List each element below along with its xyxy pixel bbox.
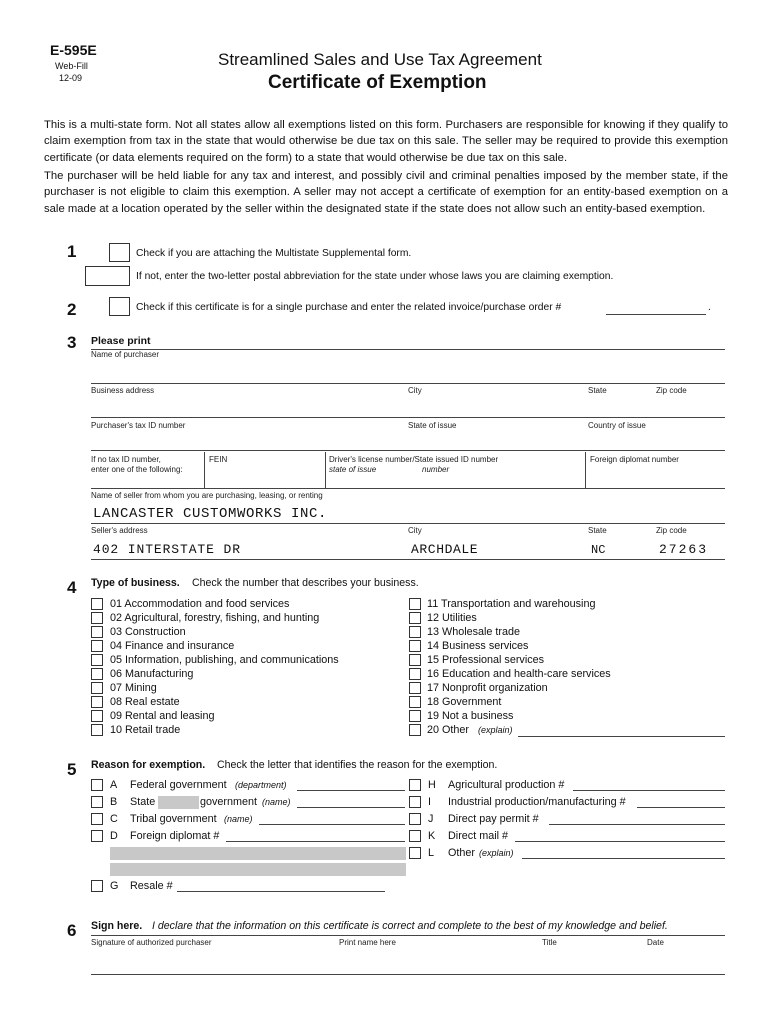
reason-f-redaction <box>110 863 406 876</box>
business-type-option: 05 Information, publishing, and communications <box>110 654 339 666</box>
business-type-option: 18 Government <box>427 696 502 708</box>
reason-c-checkbox[interactable] <box>91 813 103 825</box>
form-id: E-595E <box>50 42 97 58</box>
federal-department-field[interactable] <box>297 790 405 791</box>
print-name-label: Print name here <box>339 938 396 947</box>
reason-a-checkbox[interactable] <box>91 779 103 791</box>
other-explain-note: (explain) <box>478 725 513 735</box>
business-type-checkbox[interactable] <box>409 724 421 736</box>
reason-b-label-pre: State <box>130 796 156 808</box>
business-type-option: 07 Mining <box>110 682 157 694</box>
dl-number-label: number <box>422 465 450 474</box>
reason-g-letter: G <box>110 880 119 892</box>
section-3-top-rule <box>91 349 725 350</box>
fein-label: FEIN <box>209 455 228 464</box>
business-type-checkbox[interactable] <box>409 640 421 652</box>
state-government-name-field[interactable] <box>297 807 405 808</box>
reason-d-letter: D <box>110 830 118 842</box>
reason-c-note: (name) <box>224 814 253 824</box>
business-type-checkbox[interactable] <box>91 654 103 666</box>
business-type-checkbox[interactable] <box>409 682 421 694</box>
form-title: Streamlined Sales and Use Tax Agreement <box>218 50 542 69</box>
business-type-checkbox[interactable] <box>409 654 421 666</box>
tax-id-label: Purchaser's tax ID number <box>91 421 186 430</box>
tax-id-country-label: Country of issue <box>588 421 646 430</box>
business-type-instruction: Check the number that describes your business. <box>192 577 419 589</box>
dl-state-of-issue-label: state of issue <box>329 465 377 474</box>
section-6-number: 6 <box>67 921 77 940</box>
seller-zip-value[interactable]: 27263 <box>659 542 709 557</box>
reason-i-letter: I <box>428 796 431 808</box>
other-business-field[interactable] <box>518 736 725 737</box>
industrial-production-field[interactable] <box>637 807 725 808</box>
seller-name-rule <box>91 523 725 524</box>
business-type-option: 09 Rental and leasing <box>110 710 215 722</box>
business-type-option: 10 Retail trade <box>110 724 181 736</box>
business-type-heading: Type of business. <box>91 577 180 589</box>
business-type-option: 02 Agricultural, forestry, fishing, and hunting <box>110 612 320 624</box>
single-purchase-checkbox[interactable] <box>109 297 130 316</box>
state-abbreviation-field[interactable] <box>85 266 130 286</box>
drivers-license-label: Driver's license number/State issued ID number <box>329 455 499 464</box>
business-type-option: 03 Construction <box>110 626 186 638</box>
no-tax-id-line-2: enter one of the following: <box>91 465 183 474</box>
foreign-divider <box>585 452 586 489</box>
no-tax-id-line-1: If no tax ID number, <box>91 455 161 464</box>
reason-b-note: (name) <box>262 797 291 807</box>
reason-instruction: Check the letter that identifies the reason for the exemption. <box>217 759 498 771</box>
resale-number-field[interactable] <box>177 891 385 892</box>
business-zip-label: Zip code <box>656 386 687 395</box>
business-type-option: 12 Utilities <box>427 612 477 624</box>
purchaser-name-label: Name of purchaser <box>91 350 160 359</box>
please-print-heading: Please print <box>91 335 151 347</box>
reason-l-label: Other <box>448 847 476 859</box>
sign-here-heading: Sign here. <box>91 920 143 932</box>
business-type-option: 19 Not a business <box>427 710 514 722</box>
reason-b-checkbox[interactable] <box>91 796 103 808</box>
business-type-option: 20 Other <box>427 724 470 736</box>
signature-label: Signature of authorized purchaser <box>91 938 212 947</box>
reason-a-letter: A <box>110 779 118 791</box>
signature-field[interactable] <box>91 974 725 975</box>
reason-i-label: Industrial production/manufacturing # <box>448 796 626 808</box>
section-2-number: 2 <box>67 300 77 319</box>
invoice-end-mark: . <box>708 302 711 313</box>
signature-top-rule <box>91 935 725 936</box>
intro-paragraph-2: The purchaser will be held liable for any tax and interest, and possibly civil and criminal penalties imposed by the member state, if the purchaser is not eligible to claim this exemption. A seller may not accept a certificate of exemption for an entity-based exemption on a sale made at a location operated by the seller within the designated state if the state does not allow such an entity-based exemption. <box>44 170 728 215</box>
reason-l-note: (explain) <box>479 848 514 858</box>
direct-mail-field[interactable] <box>515 841 725 842</box>
other-reason-field[interactable] <box>522 858 725 859</box>
section-5-number: 5 <box>67 760 77 779</box>
reason-j-label: Direct pay permit # <box>448 813 539 825</box>
business-address-label: Business address <box>91 386 155 395</box>
reason-b-letter: B <box>110 796 118 808</box>
business-type-checkbox[interactable] <box>91 612 103 624</box>
seller-name-label: Name of seller from whom you are purchasing, leasing, or renting <box>91 491 323 500</box>
business-type-checkbox[interactable] <box>91 724 103 736</box>
foreign-diplomat-field[interactable] <box>226 841 405 842</box>
reason-a-note: (department) <box>235 780 287 790</box>
alt-id-field[interactable] <box>91 488 725 489</box>
reason-d-label: Foreign diplomat # <box>130 830 220 842</box>
business-type-checkbox[interactable] <box>91 626 103 638</box>
reason-e-redaction <box>110 847 406 860</box>
reason-c-label: Tribal government <box>130 813 217 825</box>
reason-j-checkbox[interactable] <box>409 813 421 825</box>
business-type-checkbox[interactable] <box>91 668 103 680</box>
reason-l-checkbox[interactable] <box>409 847 421 859</box>
dl-divider <box>325 452 326 489</box>
multistate-supplemental-checkbox[interactable] <box>109 243 130 262</box>
seller-state-value[interactable]: NC <box>591 543 606 557</box>
reason-a-label: Federal government <box>130 779 227 791</box>
business-type-checkbox[interactable] <box>409 696 421 708</box>
reason-l-letter: L <box>428 847 435 859</box>
business-type-option: 14 Business services <box>427 640 529 652</box>
business-type-option: 06 Manufacturing <box>110 668 194 680</box>
invoice-number-field[interactable] <box>606 314 706 315</box>
business-type-option: 15 Professional services <box>427 654 545 666</box>
intro-paragraph-1: This is a multi-state form. Not all states allow all exemptions listed on this form. Purchasers are responsible for knowing if they qualify to claim exemption from tax in the state that would otherwise be due tax on this sale. The seller may be required to provide this exemption certificate (or data elements required on the form) to a state that would otherwise be due tax on this sale. <box>44 119 728 164</box>
business-type-checkbox[interactable] <box>91 598 103 610</box>
reason-heading: Reason for exemption. <box>91 759 206 771</box>
fein-divider <box>204 452 205 489</box>
single-purchase-label: Check if this certificate is for a single purchase and enter the related invoice/purchase order # <box>136 302 562 313</box>
seller-address-rule <box>91 559 725 560</box>
declaration-text: I declare that the information on this certificate is correct and complete to the best of my knowledge and belief. <box>152 920 668 932</box>
reason-c-letter: C <box>110 813 118 825</box>
date-label: Date <box>647 938 664 947</box>
business-state-label: State <box>588 386 607 395</box>
business-type-checkbox[interactable] <box>409 668 421 680</box>
business-type-option: 17 Nonprofit organization <box>427 682 548 694</box>
reason-b-label-post: government <box>200 796 258 808</box>
business-type-option: 13 Wholesale trade <box>427 626 521 638</box>
direct-pay-permit-field[interactable] <box>549 824 725 825</box>
business-type-option: 04 Finance and insurance <box>110 640 235 652</box>
reason-g-label: Resale # <box>130 880 173 892</box>
business-type-checkbox[interactable] <box>409 612 421 624</box>
form-subtitle: Certificate of Exemption <box>268 72 487 93</box>
state-name-redaction <box>158 796 199 809</box>
seller-address-value[interactable]: 402 INTERSTATE DR <box>93 542 241 557</box>
section-3-number: 3 <box>67 333 77 352</box>
business-type-option: 01 Accommodation and food services <box>110 598 290 610</box>
seller-zip-label: Zip code <box>656 526 687 535</box>
title-label: Title <box>542 938 557 947</box>
business-type-checkbox[interactable] <box>409 710 421 722</box>
business-address-field[interactable] <box>91 417 725 418</box>
reason-h-checkbox[interactable] <box>409 779 421 791</box>
tax-id-state-label: State of issue <box>408 421 457 430</box>
seller-city-label: City <box>408 526 422 535</box>
reason-k-checkbox[interactable] <box>409 830 421 842</box>
business-type-option: 16 Education and health-care services <box>427 668 611 680</box>
business-type-checkbox[interactable] <box>91 696 103 708</box>
revision-date: 12-09 <box>59 73 83 83</box>
reason-g-checkbox[interactable] <box>91 880 103 892</box>
agricultural-production-field[interactable] <box>573 790 725 791</box>
purchaser-name-field[interactable] <box>91 383 725 384</box>
section-1-number: 1 <box>67 242 77 261</box>
seller-city-value[interactable]: ARCHDALE <box>411 542 479 557</box>
section-4-number: 4 <box>67 578 77 597</box>
reason-k-letter: K <box>428 830 436 842</box>
business-type-checkbox[interactable] <box>409 598 421 610</box>
reason-j-letter: J <box>428 813 434 825</box>
foreign-diplomat-label: Foreign diplomat number <box>590 455 679 464</box>
tax-id-field[interactable] <box>91 450 725 451</box>
business-type-option: 11 Transportation and warehousing <box>427 598 596 610</box>
seller-state-label: State <box>588 526 607 535</box>
business-type-checkbox[interactable] <box>91 640 103 652</box>
business-city-label: City <box>408 386 422 395</box>
reason-d-checkbox[interactable] <box>91 830 103 842</box>
seller-name-value[interactable]: LANCASTER CUSTOMWORKS INC. <box>93 506 328 522</box>
business-type-checkbox[interactable] <box>91 710 103 722</box>
multistate-supplemental-label: Check if you are attaching the Multistate Supplemental form. <box>136 248 412 259</box>
state-abbreviation-label: If not, enter the two-letter postal abbreviation for the state under whose laws you are claiming exemption. <box>136 271 614 282</box>
seller-address-label: Seller's address <box>91 526 148 535</box>
reason-h-label: Agricultural production # <box>448 779 565 791</box>
business-type-option: 08 Real estate <box>110 696 180 708</box>
reason-i-checkbox[interactable] <box>409 796 421 808</box>
tribal-government-name-field[interactable] <box>259 824 405 825</box>
reason-h-letter: H <box>428 779 436 791</box>
business-type-checkbox[interactable] <box>91 682 103 694</box>
business-type-checkbox[interactable] <box>409 626 421 638</box>
web-fill-label: Web-Fill <box>55 61 88 71</box>
reason-k-label: Direct mail # <box>448 830 508 842</box>
